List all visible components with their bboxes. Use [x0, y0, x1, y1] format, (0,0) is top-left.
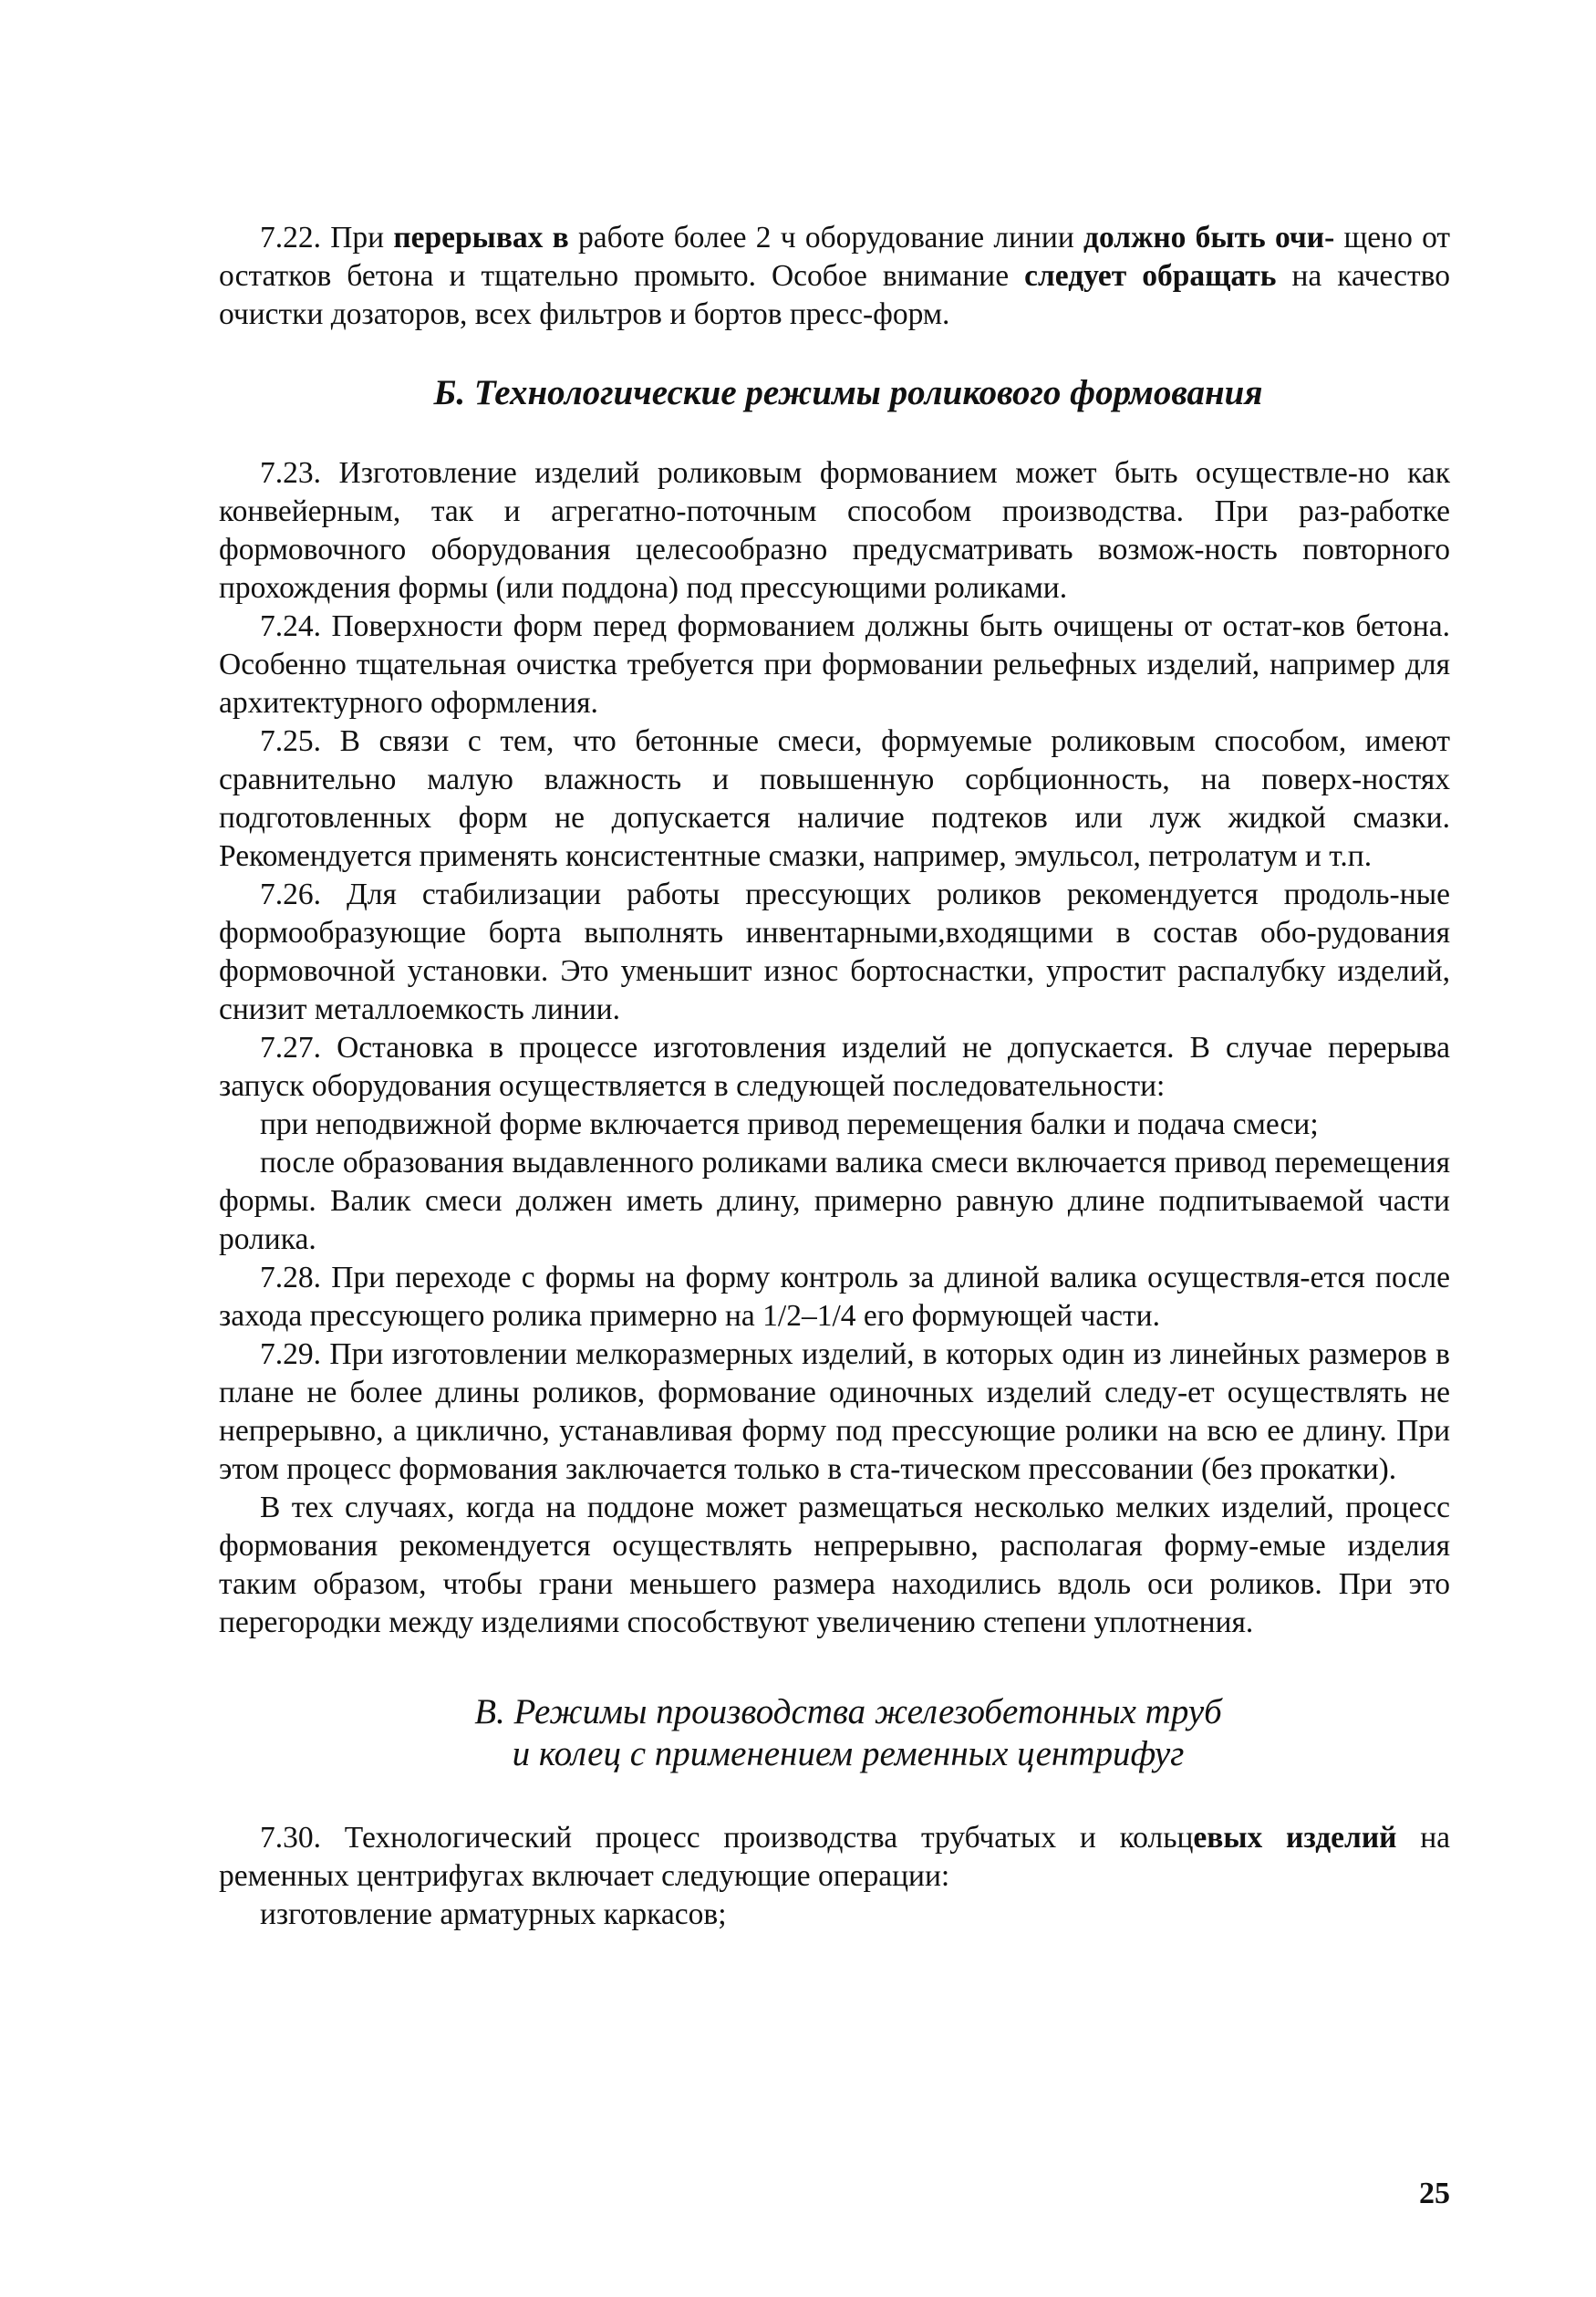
section-heading-v [219, 1691, 1450, 1775]
text-run: 7.30. Технологический процесс производства трубчатых и кольц [260, 1821, 1194, 1855]
section-heading-v-line-2: и колец с применением ременных центрифуг [512, 1734, 1185, 1773]
paragraph-7-28: 7.28. При переходе с формы на форму контроль за длиной валика осуществля-ется после захода прессующего ролика примерно на 1/2–1/4 его формующей части. [219, 1261, 1450, 1333]
bold-run: должно быть очи- [1083, 221, 1335, 255]
page-content [219, 219, 1450, 1934]
paragraph-7-27: 7.27. Остановка в процессе изготовления изделий не допускается. В случае перерыва запуск оборудования осуществляется в следующей последовательности: [219, 1031, 1450, 1103]
section-heading-b: Б. Технологические режимы роликового формования [433, 373, 1263, 412]
text-run: работе более 2 ч оборудование линии [568, 221, 1084, 255]
paragraph-7-30 [219, 1819, 1450, 1896]
paragraph-7-27-step-1: при неподвижной форме включается привод перемещения балки и подача смеси; [260, 1107, 1319, 1141]
paragraph-7-26: 7.26. Для стабилизации работы прессующих роликов рекомендуется продоль-ные формообразующие борта выполнять инвентарными,входящими в состав обо-рудования формовочной установки. Это уменьшит износ бортоснастки, упростит распалубку изделий, снизит металлоемкость линии. [219, 878, 1450, 1026]
section-heading-v-line-1: В. Режимы производства железобетонных труб [474, 1692, 1222, 1731]
bold-run: следует обращать [1024, 259, 1277, 293]
paragraph-7-29-continued: В тех случаях, когда на поддоне может размещаться несколько мелких изделий, процесс формования рекомендуется осуществлять непрерывно, располагая форму-емые изделия таким образом, чтобы грани меньшего размера находились вдоль оси роликов. При это перегородки между изделиями способствуют увеличению степени уплотнения. [219, 1491, 1450, 1639]
text-run: 7.22. При [260, 221, 394, 255]
page-number: 25 [1419, 2177, 1450, 2210]
paragraph-7-25: 7.25. В связи с тем, что бетонные смеси, формуемые роликовым способом, имеют сравнительно малую влажность и повышенную сорбционность, на поверх-ностях подготовленных форм не допускается наличие подтеков или луж жидкой смазки. Рекомендуется применять консистентные смазки, например, эмульсол, петролатум и т.п. [219, 724, 1450, 873]
paragraph-7-27-step-2: после образования выдавленного роликами валика смеси включается привод перемещения формы. Валик смеси должен иметь длину, примерно равную длине подпитываемой части ролика. [219, 1146, 1450, 1256]
paragraph-7-22 [219, 219, 1450, 334]
paragraph-7-29: 7.29. При изготовлении мелкоразмерных изделий, в которых один из линейных размеров в плане не более длины роликов, формование одиночных изделий следу-ет осуществлять не непрерывно, а циклично, устанавливая форму под прессующие ролики на всю ее длину. При этом процесс формования заключается только в ста-тическом прессовании (без прокатки). [219, 1337, 1450, 1486]
paragraph-7-23: 7.23. Изготовление изделий роликовым формованием может быть осуществле-но как конвейерным, так и агрегатно-поточным способом производства. При раз-работке формовочного оборудования целесообразно предусматривать возмож-ность повторного прохождения формы (или поддона) под прессующими роликами. [219, 456, 1450, 605]
paragraph-7-30-item-1: изготовление арматурных каркасов; [260, 1897, 727, 1931]
bold-run: перерывах в [393, 221, 569, 255]
paragraph-7-24: 7.24. Поверхности форм перед формованием должны быть очищены от остат-ков бетона. Особенно тщательная очистка требуется при формовании рельефных изделий, например для архитектурного оформления. [219, 609, 1450, 720]
text-run: щено от остатков бетона и тщательно промыто. Особое внимание [219, 221, 1451, 293]
text-run: на ременных центрифугах включает следующие операции: [219, 1821, 1450, 1893]
bold-run: евых изделий [1193, 1821, 1397, 1855]
text-run: на качество очистки дозаторов, всех фильтров и бортов пресс-форм. [219, 259, 1450, 331]
